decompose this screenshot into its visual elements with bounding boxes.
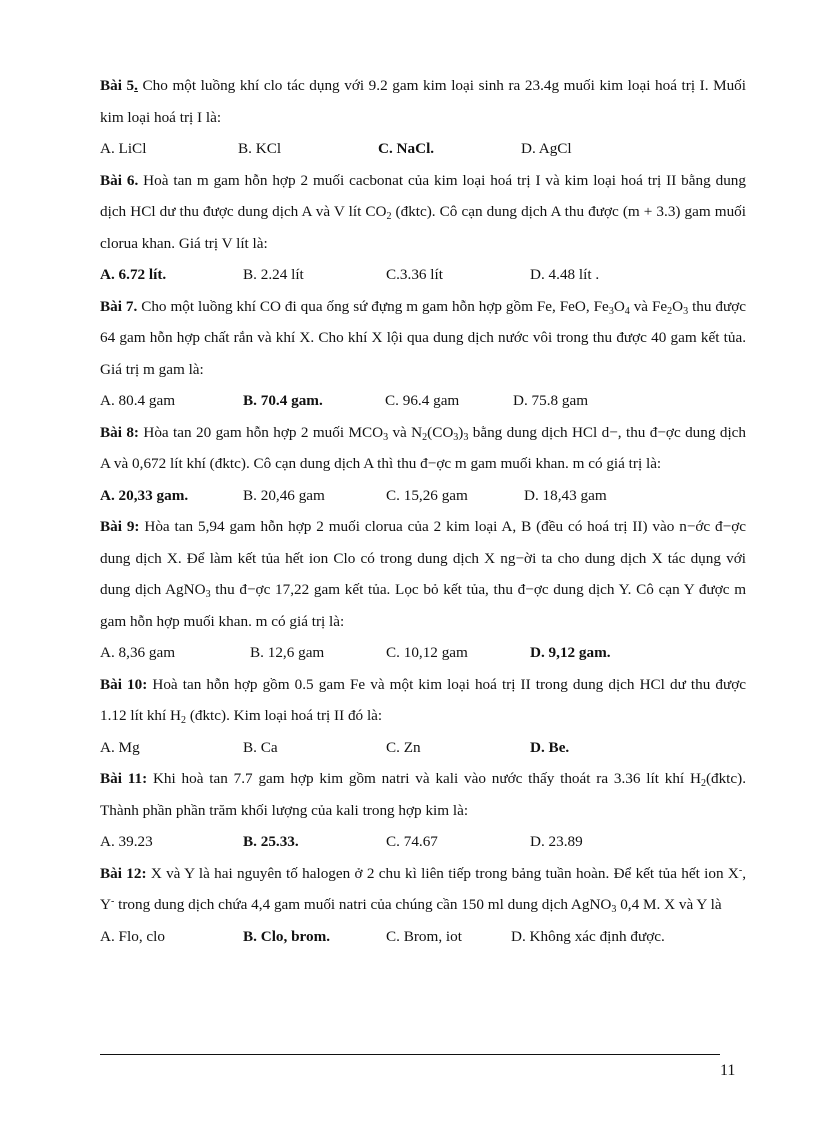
problem-10-sub: 2 [181,715,187,726]
option-b: B. 2.24 lít [243,266,304,283]
option-a: A. Flo, clo [100,927,165,945]
option-a-correct: A. 20,33 gam. [100,486,189,504]
problem-8-text [100,417,746,480]
option-a: A. Mg [100,738,140,756]
option-c-correct: C. NaCl. [378,140,435,157]
problem-12-stem-part3: trong dung dịch chứa 4,4 gam muối natri của chúng cần 150 ml dung dịch AgNO [114,896,612,913]
option-c: C.3.36 lít [386,266,443,283]
option-d: D. 18,43 gam [524,486,607,504]
problem-5-stem: Cho một luồng khí clo tác dụng với 9.2 gam kim loại sinh ra 23.4g muối kim loại hoá trị I. Muối kim loại hoá trị I là: [100,77,746,126]
problem-8-stem-part1: Hòa tan 20 gam hỗn hợp 2 muối MCO [143,423,384,441]
problem-6-sub-co2: 2 [386,211,392,222]
problem-7 [100,291,746,386]
problem-8-stem-part2: và N [388,423,423,441]
problem-12-text [100,858,746,921]
problem-11-label: Bài 11: [100,770,148,787]
problem-12-sub: 3 [611,904,617,915]
problem-10 [100,669,746,732]
problem-7-sub: 2 [667,305,673,317]
problem-11-sub: 2 [700,778,706,789]
option-c: C. Zn [386,738,421,756]
problem-6 [100,165,746,260]
footer-rule [100,1054,720,1055]
option-b-correct: B. 25.33. [243,833,299,850]
problem-8-sub: 3 [463,431,469,443]
problem-6-label: Bài 6. [100,171,139,189]
problem-11-options [100,826,746,858]
problem-11-text [100,763,746,826]
problem-9 [100,511,746,637]
option-b-correct: B. Clo, brom. [243,927,331,945]
problem-12-stem-part1: X và Y là hai nguyên tố halogen ở 2 chu kì liên tiếp trong bảng tuần hoàn. Để kết tủa hết ion X [150,864,739,882]
problem-6-stem-part1: Hoà tan m gam hỗn hợp 2 muối cacbonat của kim loại hoá trị I và kim loại hoá trị II bằng dung dịch HCl dư thu được dung dịch A và V lít CO [100,171,746,220]
option-b-correct: B. 70.4 gam. [243,392,323,409]
problem-8-stem-part4: ) [458,423,464,441]
problem-9-sub: 3 [205,589,211,600]
problem-7-text [100,291,746,386]
problem-10-text [100,669,746,732]
problem-7-sub: 3 [683,305,689,317]
option-b: B. 20,46 gam [243,486,325,504]
problem-7-stem-part4: O [672,297,684,315]
option-c: C. 96.4 gam [385,392,460,409]
option-d: D. AgCl [521,140,572,157]
problem-12-options [100,921,746,953]
problem-12-label: Bài 12: [100,864,147,882]
problem-11-stem-part2: (đktc). Thành phần phần trăm khối lượng của kali trong hợp kim là: [100,770,746,819]
problem-7-label-suffix: . [133,297,138,315]
option-d: D. 23.89 [530,833,583,850]
problem-7-stem-part3: và Fe [629,297,668,315]
option-c: C. Brom, iot [386,927,462,945]
problem-9-options [100,637,746,669]
problem-8-sub: 3 [383,431,389,443]
problem-7-stem-part5: thu được 64 gam hỗn hợp chất rắn và khí X. Cho khí X lội qua dung dịch nước vôi trong thu được 40 gam kết tủa. Giá trị m gam là: [100,297,747,378]
problem-9-stem-part1: Hòa tan 5,94 gam hỗn hợp 2 muối clorua của 2 kim loại A, B (đều có hoá trị II) vào n−ớc đ−ợc dung dịch X. Để làm kết tủa hết ion Clo có trong dung dịch X ng−ời ta cho dung dịch X tác dụng với dung dịch AgNO [100,518,746,598]
option-c: C. 15,26 gam [386,486,468,504]
problem-8 [100,417,746,480]
problem-11-stem-part1: Khi hoà tan 7.7 gam hợp kim gồm natri và kali vào nước thấy thoát ra 3.36 lít khí H [152,770,701,787]
problem-7-sub: 3 [608,305,614,317]
problem-7-label: Bài 7 [100,297,134,315]
problem-6-text [100,165,746,260]
document-body [100,70,746,952]
problem-10-stem-part2: (đktc). Kim loại hoá trị II đó là: [186,707,383,724]
problem-6-stem-part2: (đktc). Cô cạn dung dịch A thu được (m + 3.3) gam muối clorua khan. Giá trị V lít là: [100,203,746,252]
option-d: D. Không xác định được. [511,927,665,945]
problem-12-stem-part2: , Y [100,864,746,913]
problem-10-label: Bài 10: [100,675,148,693]
problem-10-options [100,732,746,764]
problem-5-options [100,133,746,165]
problem-8-options [100,480,746,512]
option-a: A. 80.4 gam [100,392,176,409]
problem-11 [100,763,746,826]
problem-8-label: Bài 8: [100,423,139,441]
problem-9-text [100,511,746,637]
option-b: B. 12,6 gam [250,644,325,661]
problem-5-label-suffix: . [134,77,138,94]
problem-7-options [100,385,746,417]
problem-8-stem-part5: bằng dung dịch HCl d−, thu đ−ợc dung dịch A và 0,672 lít khí (đktc). Cô cạn dung dịch A thì thu đ−ợc m gam muối khan. m có giá trị là: [100,423,746,472]
option-a: A. LiCl [100,140,147,157]
problem-5 [100,70,746,133]
option-c: C. 10,12 gam [386,644,468,661]
problem-8-sub: 2 [422,431,428,443]
option-a-correct: A. 6.72 lít. [100,266,167,283]
problem-12 [100,858,746,921]
problem-7-stem-part2: O [613,297,625,315]
problem-8-sub: 3 [453,431,459,443]
problem-12-sup: - [738,864,743,876]
page-number: 11 [720,1062,736,1079]
problem-5-label: Bài 5 [100,77,135,94]
problem-5-text [100,70,746,133]
problem-8-stem-part3: (CO [427,423,454,441]
option-b: B. KCl [238,140,282,157]
problem-7-sub: 4 [624,305,630,317]
problem-9-stem-part2: thu đ−ợc 17,22 gam kết tủa. Lọc bỏ kết tủa, thu đ−ợc dung dịch Y. Cô cạn Y được m gam hỗn hợp muối khan. m có giá trị là: [100,581,747,630]
option-a: A. 39.23 [100,833,153,850]
option-c: C. 74.67 [386,833,438,850]
option-a: A. 8,36 gam [100,644,176,661]
problem-12-stem-part4: 0,4 M. X và Y là [616,896,722,913]
problem-12-sup: - [110,896,115,907]
problem-7-stem-part1: Cho một luồng khí CO đi qua ống sứ đựng m gam hỗn hợp gồm Fe, FeO, Fe [141,297,609,315]
option-b: B. Ca [243,738,278,756]
problem-9-label: Bài 9: [100,518,140,535]
option-d: D. 75.8 gam [513,392,589,409]
problem-10-stem-part1: Hoà tan hỗn hợp gồm 0.5 gam Fe và một kim loại hoá trị II trong dung dịch HCl dư thu được 1.12 lít khí H [100,675,746,724]
problem-6-options [100,259,746,291]
option-d-correct: D. 9,12 gam. [530,644,611,661]
option-d: D. 4.48 lít . [530,266,600,283]
option-d-correct: D. Be. [530,738,570,756]
